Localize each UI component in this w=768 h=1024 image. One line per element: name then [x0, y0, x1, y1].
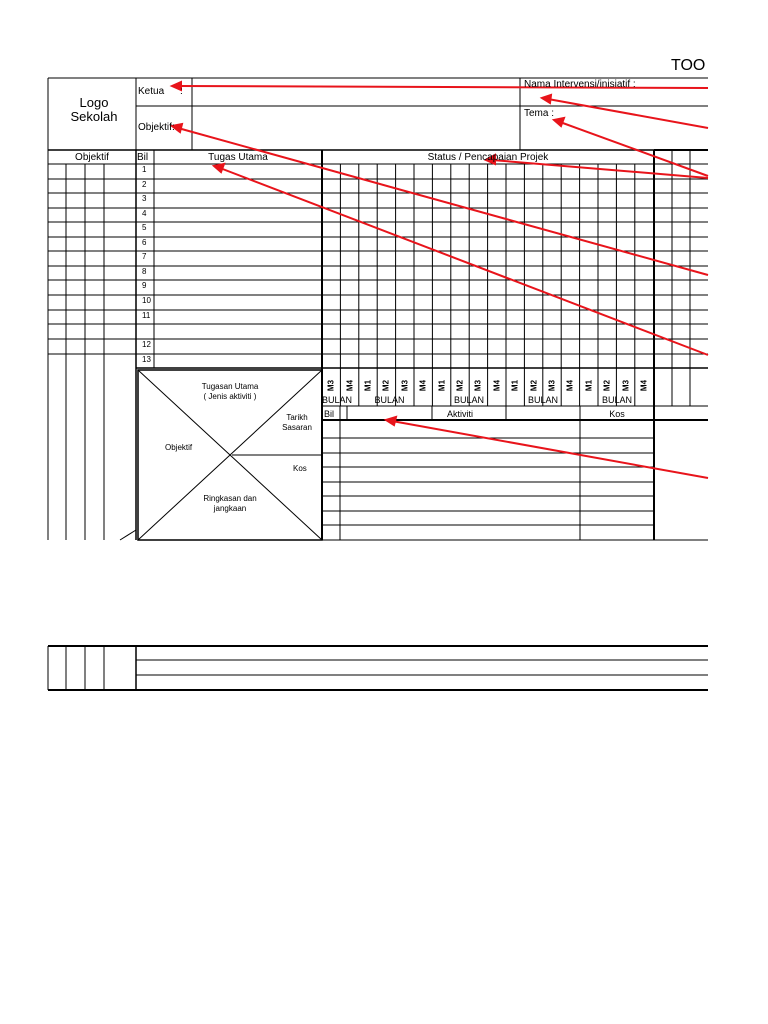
- month-label: M1: [584, 379, 594, 392]
- diagram-ringkasan-line1: Ringkasan dan: [203, 494, 257, 503]
- month-label: M4: [492, 379, 502, 392]
- arrow-to-aktiviti: [386, 417, 708, 478]
- nama-intervensi-label: Nama Intervensi/inisiatif :: [524, 79, 636, 90]
- month-label: M1: [437, 379, 447, 392]
- month-label: M3: [473, 379, 483, 392]
- page-title: TOO: [671, 57, 706, 74]
- row-number: 1: [142, 165, 147, 174]
- diagram-tarikh-line1: Tarikh: [286, 413, 308, 422]
- activity-header-bil: Bil: [324, 409, 335, 419]
- objektif-label: Objektif: [138, 122, 172, 133]
- column-header-bil: Bil: [137, 152, 149, 163]
- month-label: M2: [455, 379, 465, 392]
- row-number: 12: [142, 340, 151, 349]
- ketua-colon: :: [180, 86, 183, 97]
- logo-placeholder: [60, 96, 128, 124]
- column-header-status: Status / Pencapaian Projek: [427, 152, 549, 163]
- arrow-to-nama-intervensi: [542, 95, 708, 128]
- month-label: M3: [326, 379, 336, 392]
- bulan-label: BULAN: [374, 395, 405, 405]
- activity-table-grid: [322, 406, 708, 540]
- month-label: M4: [639, 379, 649, 392]
- month-label: M4: [565, 379, 575, 392]
- row-number: 4: [142, 209, 147, 218]
- objektif-colon: :: [172, 122, 175, 133]
- ketua-label: Ketua: [138, 86, 165, 97]
- month-label: M3: [547, 379, 557, 392]
- row-number: 8: [142, 267, 147, 276]
- activity-header-kos: Kos: [609, 409, 625, 419]
- diagram-tugasan-line2: ( Jenis aktiviti ): [203, 392, 257, 401]
- activity-header-aktiviti: Aktiviti: [446, 409, 473, 419]
- month-label: M2: [381, 379, 391, 392]
- bulan-label: BULAN: [527, 395, 558, 405]
- row-number: 9: [142, 281, 147, 290]
- row-number: 6: [142, 238, 147, 247]
- month-label: M4: [418, 379, 428, 392]
- bulan-label: BULAN: [453, 395, 484, 405]
- row-number: 3: [142, 194, 147, 203]
- month-label: M1: [510, 379, 520, 392]
- month-label: M1: [363, 379, 373, 392]
- tema-label: Tema :: [524, 108, 555, 119]
- row-number: 5: [142, 223, 147, 232]
- month-label: M3: [621, 379, 631, 392]
- month-label: M4: [345, 379, 355, 392]
- lower-table: [48, 646, 708, 690]
- row-number: 11: [142, 311, 151, 320]
- month-label: M2: [602, 379, 612, 392]
- column-header-objektif: Objektif: [75, 152, 109, 163]
- row-number: 10: [142, 296, 151, 305]
- logo-text: Logo Sekolah: [70, 95, 118, 124]
- diagram-tarikh-line2: Sasaran: [282, 423, 312, 432]
- table-row-lines: [48, 179, 708, 354]
- row-number: 2: [142, 180, 147, 189]
- diagram-tugasan-line1: Tugasan Utama: [201, 382, 259, 391]
- bulan-label: BULAN: [601, 395, 632, 405]
- bulan-label: BULAN: [322, 395, 353, 405]
- row-number: 13: [142, 355, 151, 364]
- month-label: M3: [400, 379, 410, 392]
- diagram-kos: Kos: [293, 464, 307, 473]
- month-label: M2: [529, 379, 539, 392]
- activity-row-lines: [322, 438, 654, 525]
- row-number: 7: [142, 252, 147, 261]
- diagram-ringkasan-line2: jangkaan: [213, 504, 247, 513]
- column-header-tugas-utama: Tugas Utama: [208, 152, 268, 163]
- diagram-objektif: Objektif: [165, 443, 193, 452]
